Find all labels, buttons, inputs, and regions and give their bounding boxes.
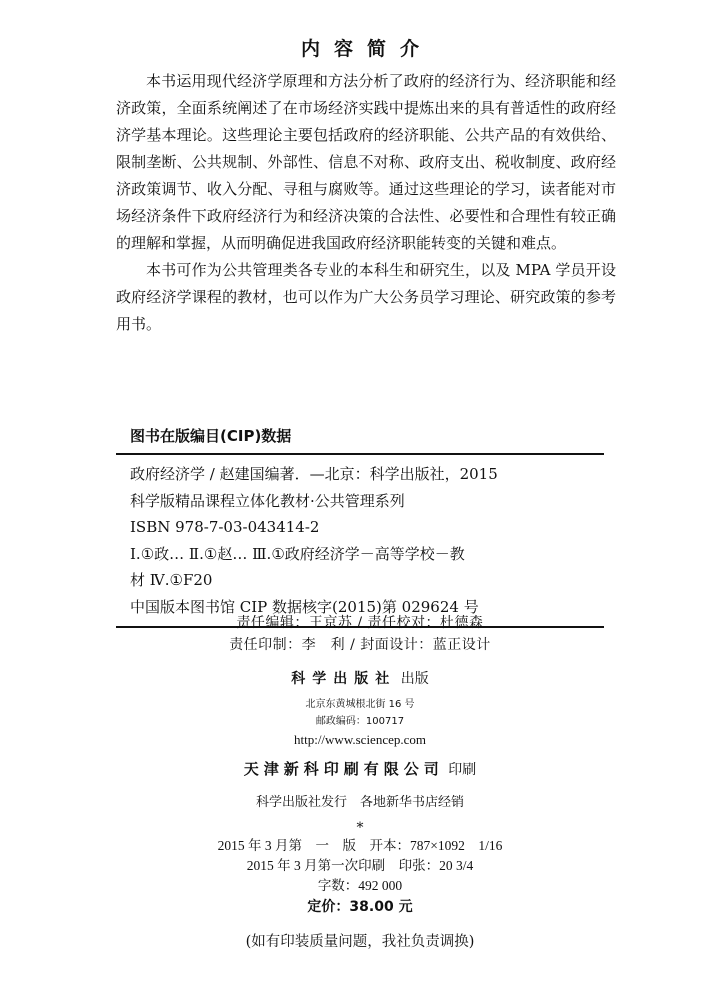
publisher-logo: 科学出版社 <box>291 671 397 687</box>
price: 定价：38.00 元 <box>307 899 413 915</box>
intro-paragraph-1: 本书运用现代经济学原理和方法分析了政府的经济行为、经济职能和经济政策，全面系统阐述了在市场经济实践中提炼出来的具有普适性的政府经济学基本理论。这些理论主要包括政府的经济职能、公共产品的有效供给、限制垄断、公共规制、外部性、信息不对称、政府支出、税收制度、政府经济政策调节、收入分配、寻租与腐败等。通过这些理论的学习，读者能对市场经济条件下政府经济行为和经济决策的合法性、必要性和合理性有较正确的理解和掌握，从而明确促进我国政府经济职能转变的关键和难点。 <box>116 72 616 252</box>
publisher-line <box>0 668 720 688</box>
publisher-address: 北京东黄城根北街 16 号 <box>305 699 415 710</box>
printer-name: 天津新科印刷有限公司 <box>243 760 444 778</box>
cip-line-isbn: ISBN 978-7-03-043414-2 <box>130 518 320 536</box>
intro-paragraph-2: 本书可作为公共管理类各专业的本科生和研究生，以及 MPA 学员开设政府经济学课程的教材，也可以作为广大公务员学习理论、研究政策的参考用书。 <box>116 261 616 333</box>
cip-line-series: 科学版精品课程立体化教材·公共管理系列 <box>130 491 405 510</box>
printer-line <box>0 758 720 779</box>
word-count: 字数：492 000 <box>317 878 403 893</box>
editor-line: 责任编辑：王京苏 / 责任校对：杜德森 <box>236 615 484 631</box>
quality-notice: (如有印装质量问题，我社负责调换) <box>245 934 475 950</box>
intro-title: 内容简介 <box>300 38 433 60</box>
cip-block <box>116 425 604 628</box>
distribution-line: 科学出版社发行 各地新华书店经销 <box>255 795 464 810</box>
cip-record <box>116 453 604 628</box>
separator-star: * <box>356 820 364 836</box>
cip-heading: 图书在版编目(CIP)数据 <box>130 427 292 445</box>
cip-line-subject: Ⅰ.①政… Ⅱ.①赵… Ⅲ.①政府经济学－高等学校－教 <box>130 544 465 563</box>
cip-line-title: 政府经济学 / 赵建国编著．—北京：科学出版社，2015 <box>130 465 498 483</box>
printer-suffix: 印刷 <box>443 762 477 778</box>
intro-body <box>116 68 616 338</box>
cip-line-classification: 材 Ⅳ.①F20 <box>130 571 213 589</box>
printing-line: 2015 年 3 月第一次印刷 印张：20 3/4 <box>246 858 474 873</box>
publisher-suffix: 出版 <box>396 671 429 687</box>
cip-line-record-number: 中国版本图书馆 CIP 数据核字(2015)第 029624 号 <box>130 597 479 616</box>
production-line: 责任印制：李 利 / 封面设计：蓝正设计 <box>229 637 491 653</box>
edition-line: 2015 年 3 月第 一 版 开本：787×1092 1/16 <box>217 838 503 853</box>
colophon <box>0 612 720 951</box>
publisher-url: http://www.sciencep.com <box>293 732 426 747</box>
publisher-postcode: 邮政编码：100717 <box>315 716 405 727</box>
